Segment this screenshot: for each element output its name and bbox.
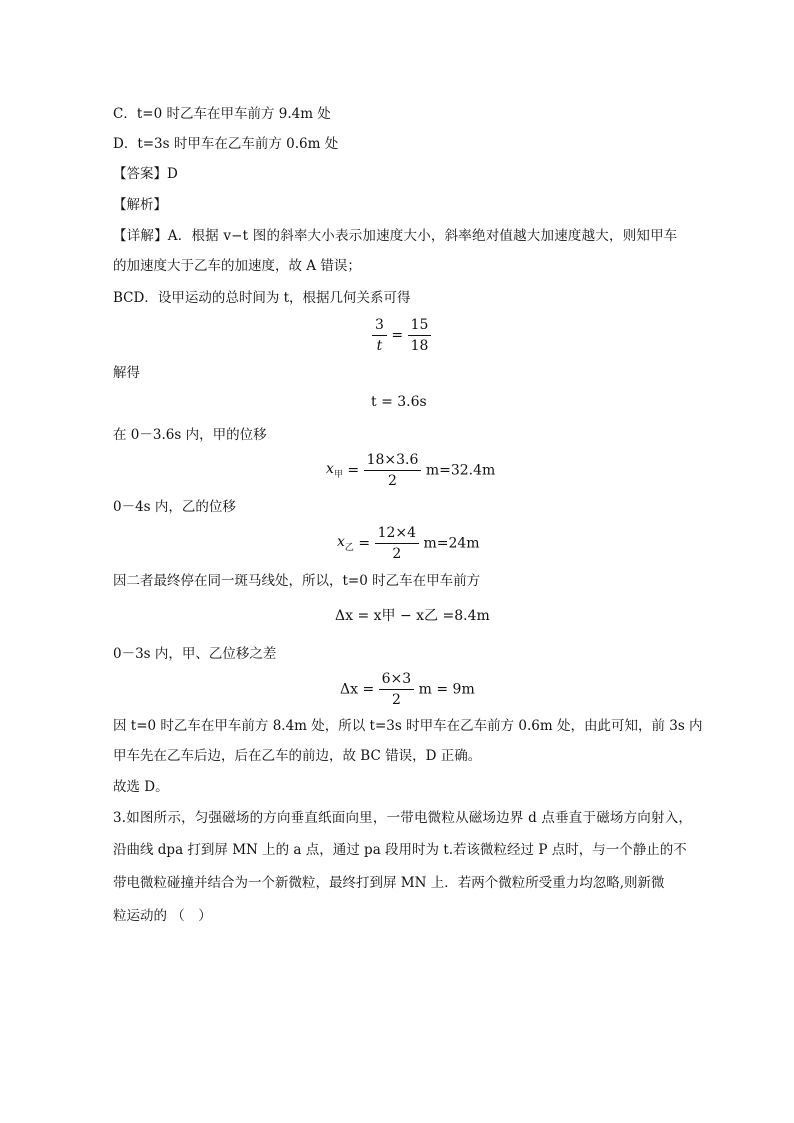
eq4-lhs: x [337, 534, 345, 551]
stop-line: 因二者最终停在同一斑马线处，所以，t=0 时乙车在甲车前方 [113, 573, 481, 589]
eq3-numerator: 18×3.6 [366, 452, 419, 468]
jiede-text: 解得 [113, 365, 140, 381]
eq6-tail: m = 9m [418, 681, 475, 698]
jia-displacement-intro: 在 0－3.6s 内，甲的位移 [113, 427, 267, 443]
eq1-lhs-denominator: t [376, 338, 383, 354]
eq6-lhs: Δx = [340, 681, 375, 698]
eq1-lhs-numerator: 3 [375, 317, 384, 333]
eq4-numerator: 12×4 [377, 525, 417, 541]
eq3-denominator: 2 [388, 473, 397, 489]
difference-intro: 0－3s 内，甲、乙位移之差 [113, 646, 277, 662]
equation-delta-x-3s [340, 670, 475, 709]
q3-line-4: 粒运动的 （ ） [113, 908, 212, 924]
eq3-lhs: x [326, 461, 334, 478]
equation-ratio [372, 316, 431, 355]
bcd-line: BCD．设甲运动的总时间为 t，根据几何关系可得 [113, 290, 411, 306]
detail-line-1: 【详解】A．根据 v−t 图的斜率大小表示加速度大小，斜率绝对值越大加速度越大，则知甲车 [113, 228, 678, 244]
eq3-equals: = [347, 462, 360, 479]
eq3-tail: m=32.4m [425, 462, 496, 479]
eq4-denominator: 2 [392, 546, 402, 562]
eq6-numerator: 6×3 [381, 671, 412, 687]
option-c: C．t=0 时乙车在甲车前方 9.4m 处 [113, 106, 331, 122]
conclusion-line-1: 因 t=0 时乙车在甲车前方 8.4m 处，所以 t=3s 时甲车在乙车前方 0.6m 处，由此可知，前 3s 内 [113, 718, 703, 734]
eq4-equals: = [358, 535, 371, 552]
equation-jia-displacement [326, 451, 495, 490]
eq1-equals: = [391, 327, 404, 344]
conclusion-line-2: 甲车先在乙车后边，后在乙车的前边，故 BC 错误，D 正确。 [113, 748, 482, 764]
eq1-rhs-numerator: 15 [410, 317, 429, 333]
equation-t: t = 3.6s [371, 394, 427, 410]
answer-label: 【答案】D [113, 166, 178, 182]
q3-line-2: 沿曲线 dpa 打到屏 MN 上的 a 点，通过 pa 段用时为 t.若该微粒经过 P 点时，与一个静止的不 [113, 842, 687, 858]
option-d: D．t=3s 时甲车在乙车前方 0.6m 处 [113, 136, 339, 152]
yi-displacement-intro: 0－4s 内，乙的位移 [113, 499, 236, 515]
analysis-label: 【解析】 [113, 197, 167, 213]
q3-line-3: 带电微粒碰撞并结合为一个新微粒，最终打到屏 MN 上．若两个微粒所受重力均忽略,则新微 [113, 875, 665, 891]
equation-yi-displacement [337, 524, 480, 563]
q3-line-1: 3.如图所示，匀强磁场的方向垂直纸面向里，一带电微粒从磁场边界 d 点垂直于磁场方向射入， [113, 810, 693, 826]
eq3-sub: 甲 [333, 469, 343, 480]
eq1-rhs-denominator: 18 [410, 338, 429, 354]
equation-delta-x: Δx = x甲 − x乙 =8.4m [335, 608, 490, 624]
eq4-tail: m=24m [423, 535, 480, 552]
detail-line-2: 的加速度大于乙车的加速度，故 A 错误； [113, 258, 361, 274]
eq4-sub: 乙 [344, 542, 354, 553]
eq6-denominator: 2 [391, 692, 401, 708]
choose-line: 故选 D。 [113, 779, 169, 795]
